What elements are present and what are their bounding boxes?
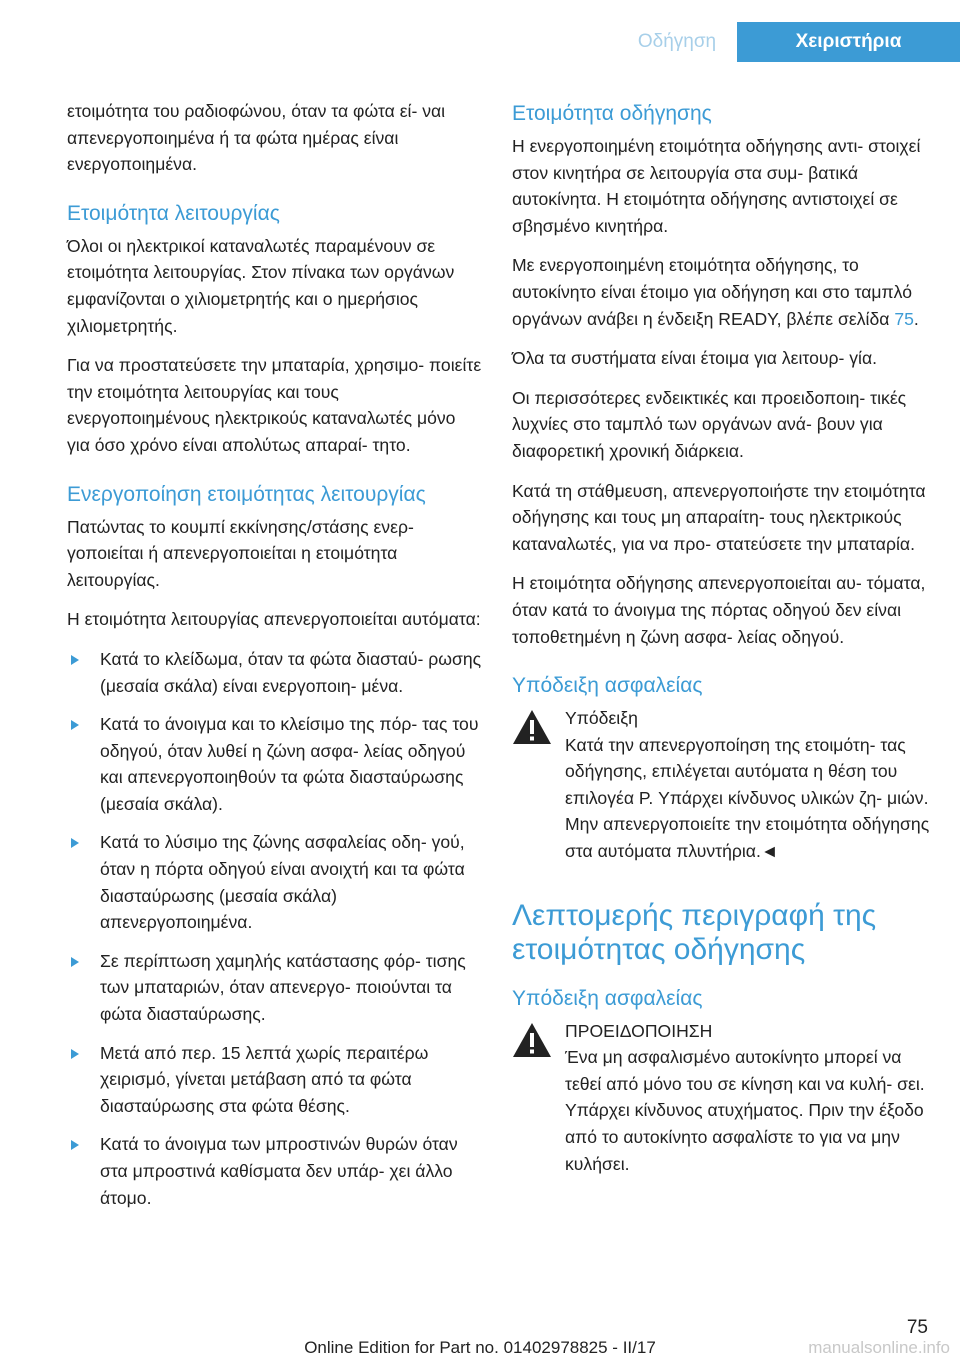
bullet-triangle-icon	[71, 720, 79, 730]
safety-note-1-title: Υπόδειξη	[565, 708, 638, 729]
auto-deactivation-list	[67, 646, 482, 1211]
activation-paragraph-1: Πατώντας το κουμπί εκκίνησης/στάσης ενερ- γοποιείται ή απενεργοποιείται η ετοιμότητα λειτουργίας.	[67, 516, 414, 590]
safety-note-2	[512, 1018, 930, 1178]
list-item: Μετά από περ. 15 λεπτά χωρίς περαιτέρω χειρισμό, γίνεται μετάβαση από τα φώτα διασταύρωσης στα φώτα θέσης.	[67, 1040, 482, 1120]
warning-triangle-icon	[512, 709, 552, 745]
standby-paragraph-2: Για να προστατεύσετε την μπαταρία, χρησιμο- ποιείτε την ετοιμότητα λειτουργίας και τους ενεργοποιημένους ηλεκτρικούς καταναλωτές μόνο για όσο χρόνο είναι απολύτως απαραί- τητο.	[67, 355, 482, 455]
safety-note-2-text: Ένα μη ασφαλισμένο αυτοκίνητο μπορεί να τεθεί από μόνο του σε κίνηση και να κυλή- σει. Υπάρχει κίνδυνος ατυχήματος. Πριν την έξοδο από το αυτοκίνητο ασφαλίστε το για να μην κυλήσει.	[565, 1047, 925, 1174]
heading-standby-activation: Ενεργοποίηση ετοιμότητας λειτουργίας	[67, 482, 426, 506]
watermark: manualsonline.info	[808, 1338, 950, 1357]
bullet-triangle-icon	[71, 1140, 79, 1150]
left-column	[67, 98, 482, 1223]
drive-paragraph-6: Η ετοιμότητα οδήγησης απενεργοποιείται αυ- τόματα, όταν κατά το άνοιγμα της πόρτας οδηγού δεν είναι τοποθετημένη η ζώνη ασφα- λείας οδηγού.	[512, 573, 926, 647]
page-reference-link[interactable]: 75	[894, 308, 914, 329]
safety-note-1-text: Κατά την απενεργοποίηση της ετοιμότη- τας οδήγησης, επιλέγεται αυτόματα η θέση του επιλογέα P. Υπάρχει κίνδυνος υλικών ζη- μιών. Μην απενεργοποιείτε την ετοιμότητα οδήγησης στα αυτόματα πλυντήρια.◄	[565, 734, 930, 862]
right-column	[512, 98, 930, 1190]
drive-paragraph-4: Οι περισσότερες ενδεικτικές και προειδοποιη- τικές λυχνίες στο ταμπλό των οργάνων ανά- βουν για διαφορετική χρονική διάρκεια.	[512, 387, 907, 461]
warning-triangle-icon	[512, 1022, 552, 1058]
safety-note-1	[512, 705, 930, 865]
breadcrumb-chapter[interactable]: Χειριστήρια	[737, 22, 960, 62]
bullet-triangle-icon	[71, 957, 79, 967]
heading-safety-note-2: Υπόδειξη ασφαλείας	[512, 986, 703, 1010]
drive-paragraph-5: Κατά τη στάθμευση, απενεργοποιήστε την ετοιμότητα οδήγησης και τους μη απαραίτη- τους ηλεκτρικούς καταναλωτές, για να προ- στατεύσετε την μπαταρία.	[512, 480, 926, 554]
drive-paragraph-3: Όλα τα συστήματα είναι έτοιμα για λειτουρ- γία.	[512, 348, 878, 369]
bullet-triangle-icon	[71, 838, 79, 848]
edition-footer: Online Edition for Part no. 01402978825 - II/17	[304, 1338, 656, 1357]
page-header	[0, 22, 960, 62]
bullet-triangle-icon	[71, 1049, 79, 1059]
safety-note-2-title: ΠΡΟΕΙΔΟΠΟΙΗΣΗ	[565, 1020, 713, 1041]
page-number: 75	[906, 1317, 928, 1338]
list-item: Κατά το κλείδωμα, όταν τα φώτα διασταύ- ρωσης (μεσαία σκάλα) είναι ενεργοποιη- μένα.	[67, 646, 482, 699]
heading-safety-note-1: Υπόδειξη ασφαλείας	[512, 674, 703, 698]
heading-drive-ready: Ετοιμότητα οδήγησης	[512, 102, 712, 125]
breadcrumb-section[interactable]: Οδήγηση	[637, 31, 717, 52]
list-item: Κατά το άνοιγμα των μπροστινών θυρών όταν στα μπροστινά καθίσματα δεν υπάρ- χει άλλο άτομο.	[67, 1131, 482, 1211]
drive-paragraph-1: Η ενεργοποιημένη ετοιμότητα οδήγησης αντι- στοιχεί στον κινητήρα σε λειτουργία στα συμ- βατικά αυτοκίνητα. Η ετοιμότητα οδήγησης αντιστοιχεί σε σβησμένο κινητήρα.	[512, 136, 921, 236]
intro-paragraph: ετοιμότητα του ραδιοφώνου, όταν τα φώτα εί- ναι απενεργοποιημένα ή τα φώτα ημέρας είναι ενεργοποιημένα.	[67, 101, 446, 175]
drive-paragraph-2: Με ενεργοποιημένη ετοιμότητα οδήγησης, το αυτοκίνητο είναι έτοιμο για οδήγηση και στο ταμπλό οργάνων ανάβει η ένδειξη READY, βλέπε σελίδα 75.	[512, 255, 919, 329]
list-item: Κατά το άνοιγμα και το κλείσιμο της πόρ- τας του οδηγού, όταν λυθεί η ζώνη ασφα- λείας οδηγού και απενεργοποιηθούν τα φώτα διασταύρωσης (μεσαία σκάλα).	[67, 711, 482, 817]
list-item: Κατά το λύσιμο της ζώνης ασφαλείας οδη- γού, όταν η πόρτα οδηγού είναι ανοιχτή και τα φώτα διασταύρωσης (μεσαία σκάλα) απενεργοποιημένα.	[67, 829, 482, 935]
bullet-triangle-icon	[71, 655, 79, 665]
list-item: Σε περίπτωση χαμηλής κατάστασης φόρ- τισης των μπαταριών, όταν απενεργο- ποιούνται τα φώτα διασταύρωσης.	[67, 948, 482, 1028]
standby-paragraph-1: Όλοι οι ηλεκτρικοί καταναλωτές παραμένουν σε ετοιμότητα λειτουργίας. Στον πίνακα των οργάνων εμφανίζονται ο χιλιομετρητής και ο ημερήσιος χιλιομετρητής.	[67, 235, 455, 336]
heading-standby: Ετοιμότητα λειτουργίας	[67, 201, 280, 225]
activation-paragraph-2: Η ετοιμότητα λειτουργίας απενεργοποιείται αυτόματα:	[67, 609, 481, 630]
heading-drive-detail: Λεπτομερής περιγραφή της ετοιμότητας οδήγησης	[512, 898, 877, 966]
